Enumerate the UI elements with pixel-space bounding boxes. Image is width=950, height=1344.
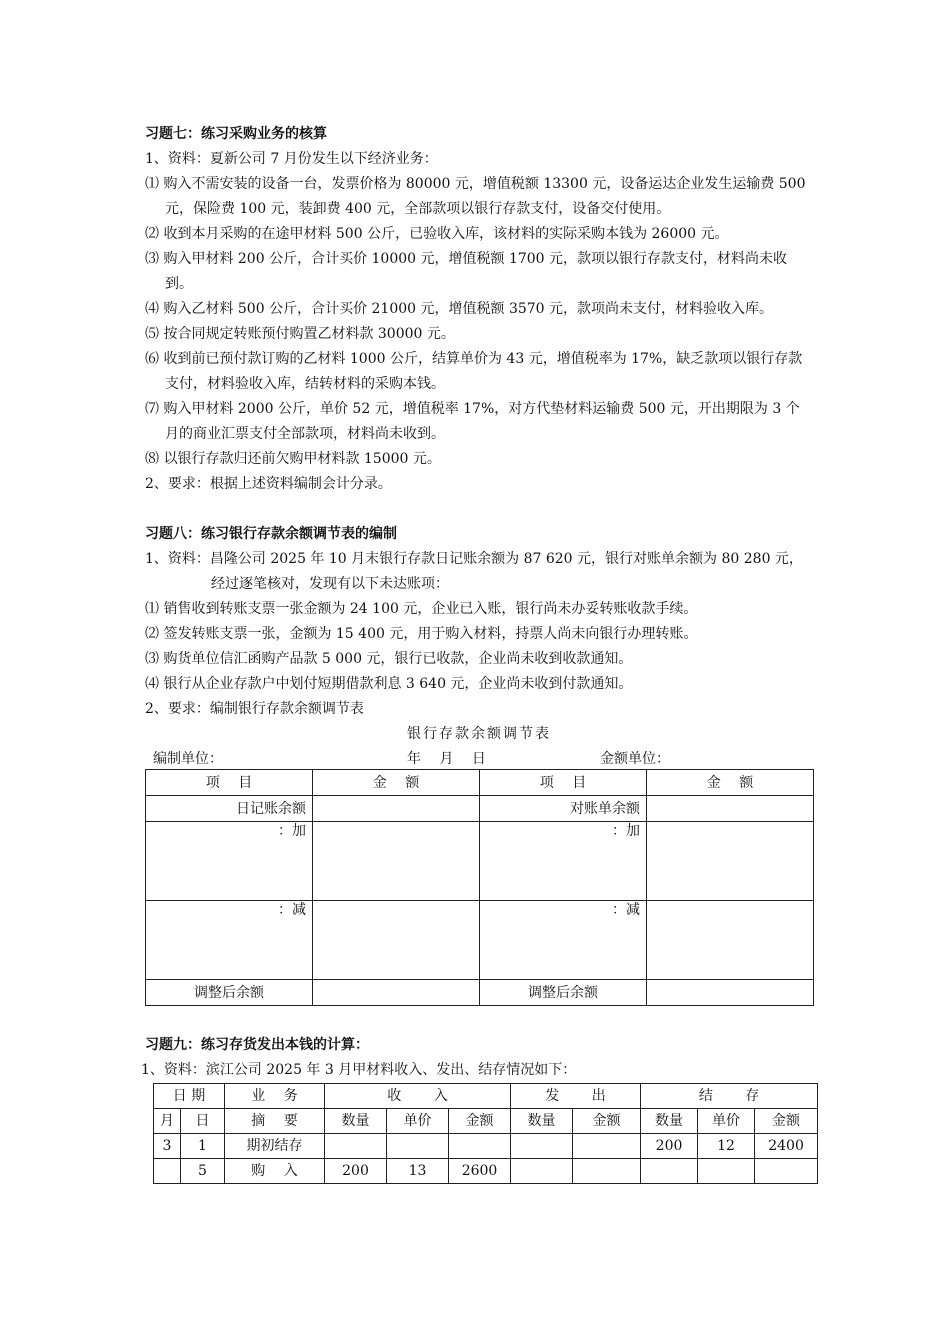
h-bal-price: 单价 <box>698 1109 755 1134</box>
bank-adjusted-label: 调整后余额 <box>480 980 647 1006</box>
h-bal-amount: 金额 <box>755 1109 818 1134</box>
cell-month: 3 <box>154 1134 181 1159</box>
reconciliation-table <box>145 769 814 1006</box>
ex8-item-3: ⑶ 购货单位信汇函购产品款 5 000 元，银行已收款，企业尚未收到收款通知。 <box>145 651 633 667</box>
ledger-less-amount[interactable] <box>313 901 480 980</box>
col-amount-left: 金 额 <box>313 770 480 796</box>
ex8-data-line: 1、资料：昌隆公司 2025 年 10 月末银行存款日记账余额为 87 620 元，银行对账单余额为 80 280 元，经过逐笔核对，发现有以下未达账项： <box>145 551 803 592</box>
ledger-adjusted-amount[interactable] <box>313 980 480 1006</box>
h-out-qty: 数量 <box>511 1109 573 1134</box>
ledger-balance-amount[interactable] <box>313 796 480 822</box>
cell-in-price <box>387 1134 449 1159</box>
cell-summary: 期初结存 <box>225 1134 325 1159</box>
cell-month <box>154 1159 181 1184</box>
table-row <box>154 1134 818 1159</box>
ex7-data-line: 1、资料：夏新公司 7 月份发生以下经济业务： <box>145 151 438 167</box>
cell-in-price: 13 <box>387 1159 449 1184</box>
bank-adjusted-amount[interactable] <box>647 980 814 1006</box>
ledger-add-amount[interactable] <box>313 822 480 901</box>
ex7-item-3: ⑶ 购入甲材料 200 公斤，合计买价 10000 元，增值税额 1700 元，款项以银行存款支付，材料尚未收到。 <box>145 251 788 292</box>
cell-bal-price: 12 <box>698 1134 755 1159</box>
ex7-item-4: ⑷ 购入乙材料 500 公斤，合计买价 21000 元，增值税额 3570 元，款项尚未支付，材料验收入库。 <box>145 301 774 317</box>
ex7-title: 习题七：练习采购业务的核算 <box>145 126 327 142</box>
cell-bal-price <box>698 1159 755 1184</box>
cell-in-amount <box>449 1134 511 1159</box>
ledger-balance-label: 日记账余额 <box>146 796 313 822</box>
cell-out-amount <box>573 1159 641 1184</box>
ex7-item-7: ⑺ 购入甲材料 2000 公斤，单价 52 元，增值税率 17%，对方代垫材料运输费 500 元，开出期限为 3 个月的商业汇票支付全部款项，材料尚未收到。 <box>145 401 800 442</box>
h-in-amount: 金额 <box>449 1109 511 1134</box>
col-item-right: 项 目 <box>480 770 647 796</box>
reconciliation-meta <box>145 747 813 769</box>
amount-unit-label: 金额单位： <box>600 751 670 767</box>
h-date: 日 期 <box>154 1084 225 1109</box>
ex7-item-1: ⑴ 购入不需安装的设备一台，发票价格为 80000 元，增值税额 13300 元，设备运达企业发生运输费 500 元，保险费 100 元，装卸费 400 元，全部款项以银行存款支付，设备交付使用。 <box>145 176 806 217</box>
bank-balance-amount[interactable] <box>647 796 814 822</box>
bank-add-label: ：加 <box>480 822 647 901</box>
bank-balance-label: 对账单余额 <box>480 796 647 822</box>
cell-out-qty <box>511 1134 573 1159</box>
date-label: 年 月 日 <box>407 751 486 767</box>
h-in-qty: 数量 <box>325 1109 387 1134</box>
cell-bal-amount: 2400 <box>755 1134 818 1159</box>
ledger-adjusted-label: 调整后余额 <box>146 980 313 1006</box>
cell-out-qty <box>511 1159 573 1184</box>
table-row <box>154 1159 818 1184</box>
h-out-amount: 金额 <box>573 1109 641 1134</box>
cell-summary: 购 入 <box>225 1159 325 1184</box>
ex7-item-8: ⑻ 以银行存款归还前欠购甲材料款 15000 元。 <box>145 451 441 467</box>
bank-less-label: ：减 <box>480 901 647 980</box>
ex9-title: 习题九：练习存货发出本钱的计算： <box>145 1037 369 1053</box>
ex8-title: 习题八：练习银行存款余额调节表的编制 <box>145 526 397 542</box>
ex7-requirement: 2、要求：根据上述资料编制会计分录。 <box>145 476 392 492</box>
ex9-data-line: 1、资料：滨江公司 2025 年 3 月甲材料收入、发出、结存情况如下： <box>141 1062 577 1078</box>
ex8-item-1: ⑴ 销售收到转账支票一张金额为 24 100 元，企业已入账，银行尚未办妥转账收款手续。 <box>145 601 698 617</box>
reconciliation-caption: 银行存款余额调节表 <box>407 726 551 742</box>
ex7-item-5: ⑸ 按合同规定转账预付购置乙材料款 30000 元。 <box>145 326 455 342</box>
ledger-add-label: ：加 <box>146 822 313 901</box>
h-receive: 收 入 <box>325 1084 511 1109</box>
cell-day: 1 <box>181 1134 225 1159</box>
h-business: 业 务 <box>225 1084 325 1109</box>
bank-add-amount[interactable] <box>647 822 814 901</box>
h-bal-qty: 数量 <box>641 1109 698 1134</box>
cell-in-qty <box>325 1134 387 1159</box>
cell-out-amount <box>573 1134 641 1159</box>
bank-less-amount[interactable] <box>647 901 814 980</box>
h-summary: 摘 要 <box>225 1109 325 1134</box>
col-item-left: 项 目 <box>146 770 313 796</box>
document-page <box>141 122 813 1184</box>
cell-bal-qty <box>641 1159 698 1184</box>
h-month: 月 <box>154 1109 181 1134</box>
ex8-requirement: 2、要求：编制银行存款余额调节表 <box>145 701 364 717</box>
h-in-price: 单价 <box>387 1109 449 1134</box>
cell-in-amount: 2600 <box>449 1159 511 1184</box>
unit-label: 编制单位： <box>153 751 223 767</box>
cell-in-qty: 200 <box>325 1159 387 1184</box>
ledger-less-label: ：减 <box>146 901 313 980</box>
cell-bal-qty: 200 <box>641 1134 698 1159</box>
col-amount-right: 金 额 <box>647 770 814 796</box>
inventory-table <box>153 1083 818 1184</box>
ex8-item-2: ⑵ 签发转账支票一张，金额为 15 400 元，用于购入材料，持票人尚未向银行办理转账。 <box>145 626 698 642</box>
h-issue: 发 出 <box>511 1084 641 1109</box>
h-day: 日 <box>181 1109 225 1134</box>
cell-day: 5 <box>181 1159 225 1184</box>
ex7-item-2: ⑵ 收到本月采购的在途甲材料 500 公斤，已验收入库，该材料的实际采购本钱为 26000 元。 <box>145 226 729 242</box>
ex7-item-6: ⑹ 收到前已预付款订购的乙材料 1000 公斤，结算单价为 43 元，增值税率为 17%，缺乏款项以银行存款支付，材料验收入库，结转材料的采购本钱。 <box>145 351 803 392</box>
cell-bal-amount <box>755 1159 818 1184</box>
ex8-item-4: ⑷ 银行从企业存款户中划付短期借款利息 3 640 元，企业尚未收到付款通知。 <box>145 676 633 692</box>
h-balance: 结 存 <box>641 1084 818 1109</box>
